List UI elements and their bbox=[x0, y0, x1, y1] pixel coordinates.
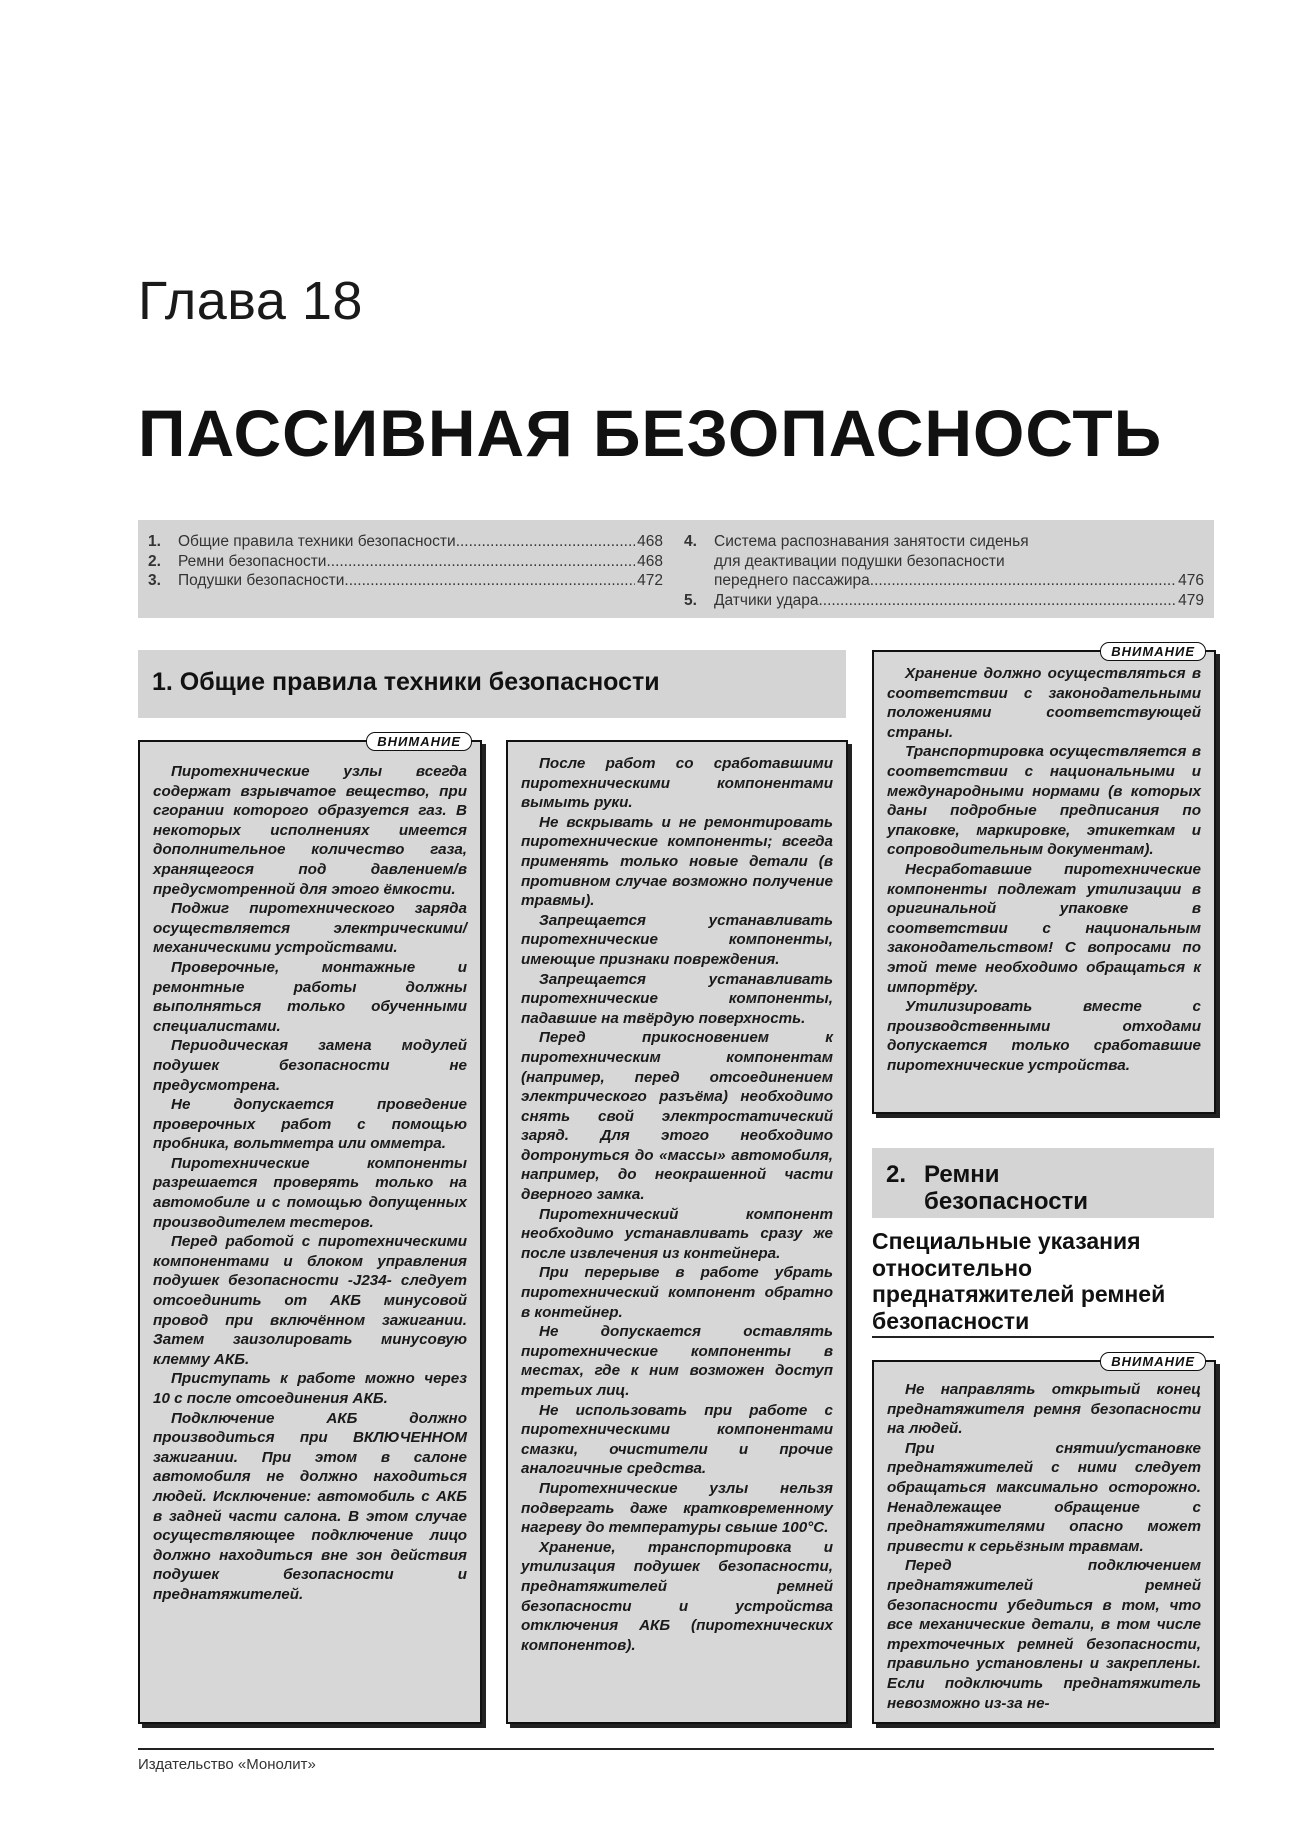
table-of-contents bbox=[138, 520, 1214, 618]
toc-leader bbox=[870, 571, 1176, 591]
chapter-label: Глава 18 bbox=[138, 271, 363, 331]
toc-page: 468 bbox=[637, 533, 663, 550]
warning-paragraph: Транспортировка осуществляется в соответствии с национальными и международными нормами (в которых даны подробные предписания по упаковке, маркировке, этикеткам и сопроводительным документам). bbox=[887, 743, 1201, 859]
toc-left-column bbox=[148, 532, 663, 591]
warning-box-4 bbox=[872, 1354, 1216, 1724]
warning-badge: ВНИМАНИЕ bbox=[1100, 1352, 1206, 1371]
toc-title: Ремни безопасности bbox=[178, 552, 327, 570]
toc-page: 476 bbox=[1178, 572, 1204, 589]
warning-paragraph: Не допускается проведение проверочных работ с помощью пробника, вольтметра или омметра. bbox=[153, 1096, 467, 1153]
warning-paragraph: Периодическая замена модулей подушек безопасности не предусмотрена. bbox=[153, 1037, 467, 1094]
warning-text bbox=[887, 664, 1201, 1075]
toc-leader bbox=[326, 552, 635, 572]
warning-paragraph: После работ со сработавшими пиротехническими компонентами вымыть руки. bbox=[521, 755, 833, 812]
toc-entry[interactable] bbox=[148, 552, 663, 572]
warning-paragraph: Перед работой с пиротехническими компонентами и блоком управления подушек безопасности -J234- следует отсоединить от АКБ минусовой провод при включённом зажигании. Затем заизолировать минусовую клемму АКБ. bbox=[153, 1233, 467, 1368]
publisher-footer: Издательство «Монолит» bbox=[138, 1756, 316, 1773]
warning-text bbox=[887, 1380, 1201, 1713]
warning-paragraph: Не использовать при работе с пиротехническими компонентами смазки, очистители и прочие аналогичные средства. bbox=[521, 1401, 833, 1478]
toc-entry-continued[interactable] bbox=[684, 571, 1204, 591]
warning-paragraph: Пиротехнические узлы нельзя подвергать даже кратковременному нагреву до температуры свыше 100°С. bbox=[521, 1479, 833, 1537]
warning-badge: ВНИМАНИЕ bbox=[366, 732, 472, 751]
warning-text bbox=[153, 762, 467, 1605]
warning-paragraph: При снятии/установке преднатяжителей с ними следует обращаться максимально осторожно. Ненадлежащее обращение с преднатяжителями опасно может привести к серьёзным травмам. bbox=[887, 1439, 1201, 1555]
warning-paragraph: Перед прикосновением к пиротехническим компонентам (например, перед отсоединением электрического разъёма) необходимо снять свой электростатический заряд. Для этого необходимо дотронуться до «массы» автомобиля, например, до неокрашенной части дверного замка. bbox=[521, 1029, 833, 1204]
toc-entry[interactable] bbox=[684, 532, 1204, 552]
toc-entry[interactable] bbox=[684, 591, 1204, 611]
footer-divider bbox=[138, 1748, 1214, 1750]
toc-entry[interactable] bbox=[148, 532, 663, 552]
toc-number: 2. bbox=[148, 552, 161, 570]
section-2-title-line1: Ремни bbox=[924, 1161, 1000, 1188]
warning-paragraph: Пиротехнические компоненты разрешается проверять только на автомобиле и с помощью допущенных производителем тестеров. bbox=[153, 1154, 467, 1231]
section-2-title-line2: безопасности bbox=[924, 1188, 1089, 1215]
warning-badge: ВНИМАНИЕ bbox=[1100, 642, 1206, 661]
toc-title: Общие правила техники безопасности bbox=[178, 533, 456, 550]
toc-leader bbox=[819, 591, 1177, 611]
warning-paragraph: Проверочные, монтажные и ремонтные работы должны выполняться только обученными специалистами. bbox=[153, 958, 467, 1035]
toc-entry[interactable] bbox=[148, 571, 663, 591]
toc-number: 3. bbox=[148, 572, 161, 589]
toc-leader bbox=[344, 571, 635, 591]
toc-title: Система распознавания занятости сиденья bbox=[714, 533, 1029, 550]
section-1-title: 1. Общие правила техники безопасности bbox=[152, 668, 660, 696]
warning-paragraph: При перерыве в работе убрать пиротехнический компонент обратно в контейнер. bbox=[521, 1264, 833, 1321]
section-1-heading bbox=[138, 650, 846, 718]
subsection-heading: Специальные указания относительно преднатяжителей ремней безопасности bbox=[872, 1228, 1214, 1338]
toc-page: 468 bbox=[637, 552, 663, 570]
toc-title: Подушки безопасности bbox=[178, 572, 345, 589]
warning-paragraph: Хранение должно осуществляться в соответствии с законодательными положениями соответствующей страны. bbox=[887, 665, 1201, 741]
toc-page: 472 bbox=[637, 572, 663, 589]
warning-paragraph: Не вскрывать и не ремонтировать пиротехнические компоненты; всегда применять только новые детали (в противном случае возможно получение травмы). bbox=[521, 813, 833, 910]
warning-paragraph: Запрещается устанавливать пиротехнические компоненты, имеющие признаки повреждения. bbox=[521, 911, 833, 968]
toc-right-column bbox=[684, 532, 1204, 610]
warning-box-2 bbox=[506, 740, 848, 1724]
warning-paragraph: Утилизировать вместе с производственными отходами допускается только сработавшие пиротехнические устройства. bbox=[887, 998, 1201, 1074]
warning-paragraph: Поджиг пиротехнического заряда осуществляется электрическими/механическими устройствами. bbox=[153, 900, 467, 957]
warning-paragraph: Пиротехнические узлы всегда содержат взрывчатое вещество, при сгорании которого образуется газ. В некоторых исполнениях имеется дополнительное количество газа, хранящегося под давлением/в предусмотренной для этого ёмкости. bbox=[153, 763, 467, 898]
toc-page: 479 bbox=[1178, 591, 1204, 609]
section-2-number: 2. bbox=[886, 1161, 907, 1188]
warning-box-1 bbox=[138, 734, 482, 1724]
toc-number: 1. bbox=[148, 533, 161, 550]
warning-paragraph: Приступать к работе можно через 10 с после отсоединения АКБ. bbox=[153, 1370, 467, 1407]
toc-number: 4. bbox=[684, 533, 697, 550]
warning-paragraph: Хранение, транспортировка и утилизация подушек безопасности, преднатяжителей ремней безопасности и устройства отключения АКБ (пиротехнических компонентов). bbox=[521, 1538, 833, 1654]
toc-title-continued: для деактивации подушки безопасности bbox=[714, 552, 1005, 570]
warning-paragraph: Не допускается оставлять пиротехнические компоненты в местах, где к ним возможен доступ третьих лиц. bbox=[521, 1323, 833, 1399]
warning-paragraph: Перед подключением преднатяжителей ремней безопасности убедиться в том, что все механические детали, в том числе трехточечных ремней безопасности, правильно установлены и закреплены. Если подключить преднатяжитель невозможно из-за не- bbox=[887, 1557, 1201, 1712]
warning-paragraph: Не направлять открытый конец преднатяжителя ремня безопасности на людей. bbox=[887, 1381, 1201, 1438]
chapter-title: ПАССИВНАЯ БЕЗОПАСНОСТЬ bbox=[138, 396, 1163, 470]
warning-paragraph: Подключение АКБ должно производиться при ВКЛЮЧЕННОМ зажигании. При этом в салоне автомобиля не должно находиться людей. Исключение: автомобиль с АКБ в задней части салона. В этом случае осуществляющее подключение лицо должно находиться вне зон действия подушек безопасности и преднатяжителей. bbox=[153, 1409, 467, 1603]
warning-paragraph: Несработавшие пиротехнические компоненты подлежат утилизации в оригинальной упаковке в соответствии с национальным законодательством! С вопросами по этой теме необходимо обращаться к импортёру. bbox=[887, 860, 1201, 996]
section-2-heading bbox=[872, 1148, 1214, 1218]
toc-title: переднего пассажира bbox=[714, 572, 870, 589]
toc-number: 5. bbox=[684, 591, 697, 609]
warning-text bbox=[521, 754, 833, 1655]
warning-box-3 bbox=[872, 644, 1216, 1114]
warning-paragraph: Пиротехнический компонент необходимо устанавливать сразу же после извлечения из контейнера. bbox=[521, 1205, 833, 1262]
toc-leader bbox=[456, 532, 635, 552]
warning-paragraph: Запрещается устанавливать пиротехнические компоненты, падавшие на твёрдую поверхность. bbox=[521, 970, 833, 1027]
toc-title: Датчики удара bbox=[714, 591, 819, 609]
